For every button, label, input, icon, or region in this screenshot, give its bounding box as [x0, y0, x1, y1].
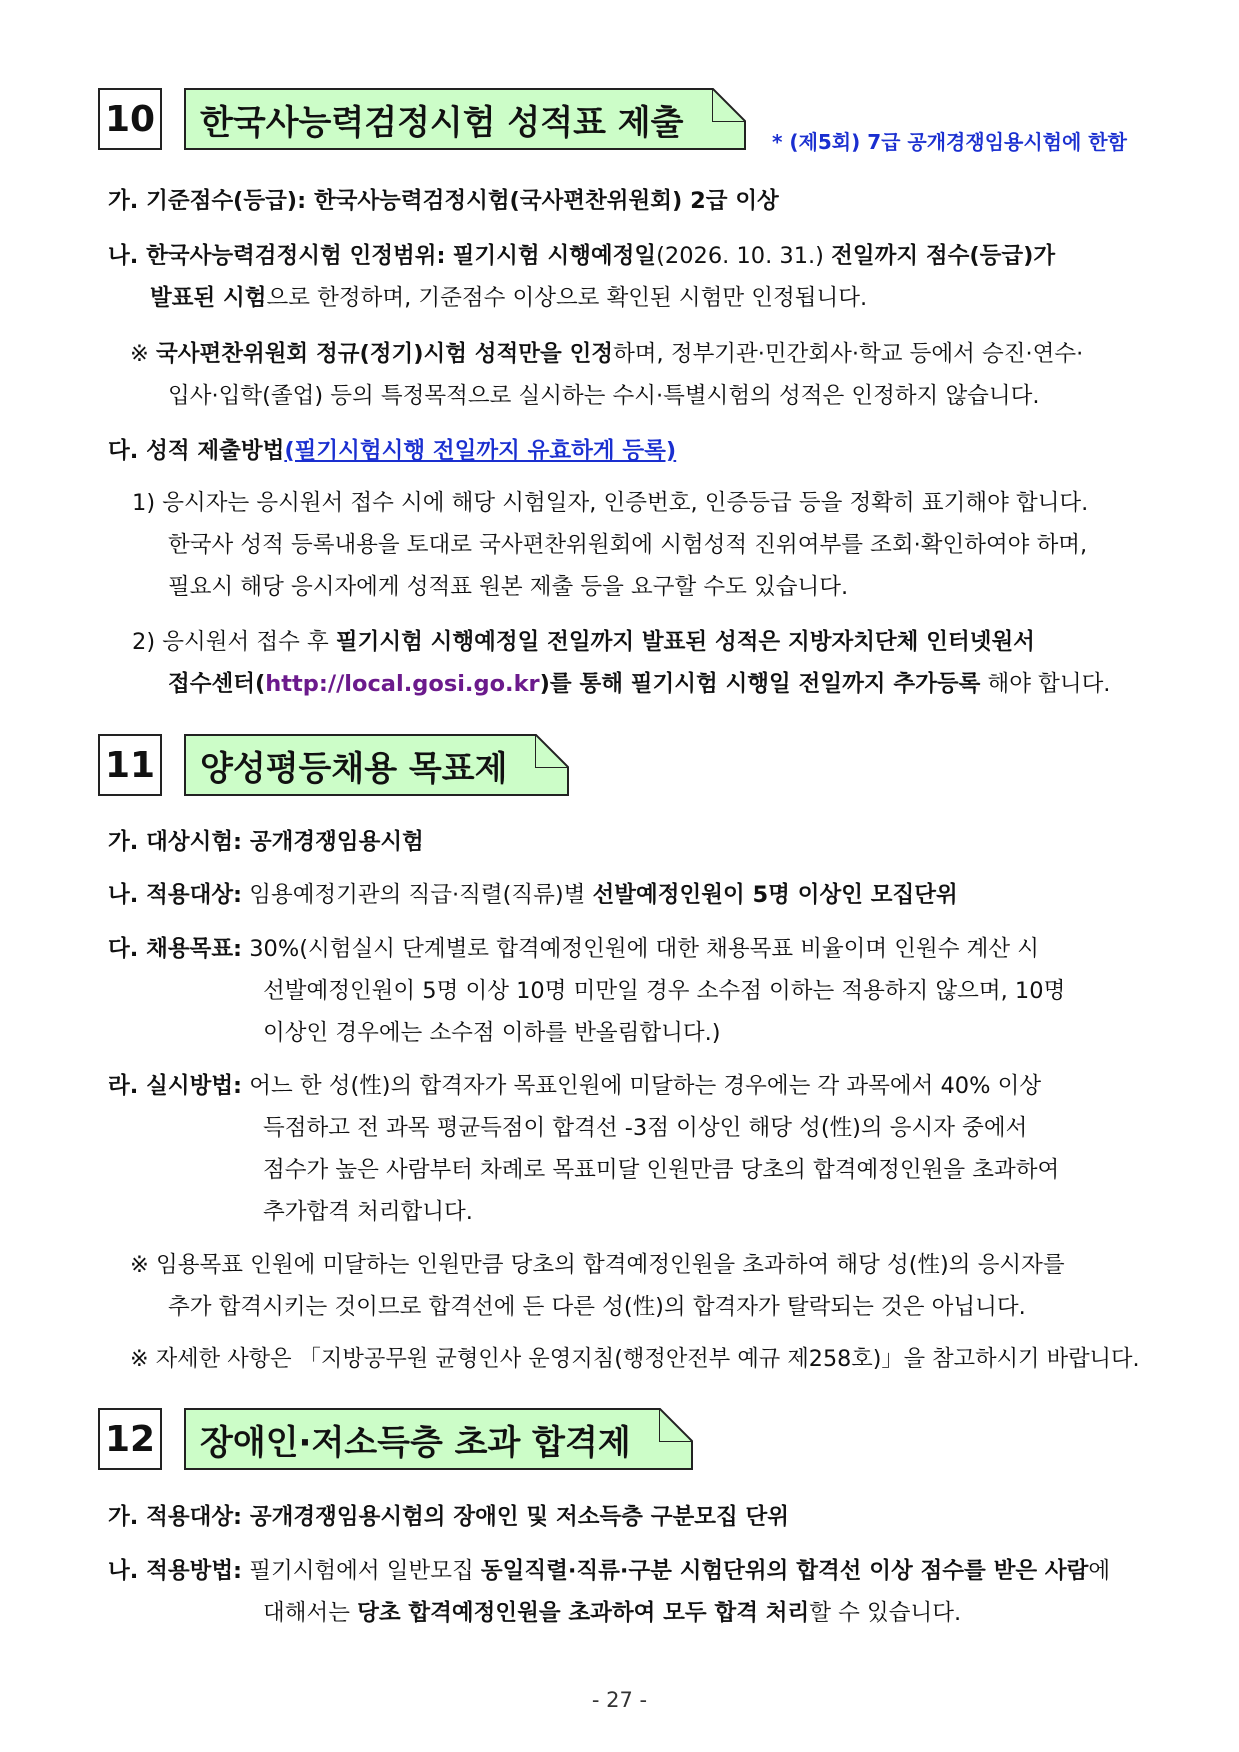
s12-na-line1: 나. 적용방법: 필기시험에서 일반모집 동일직렬·직류·구분 시험단위의 합격선 이상 점수를 받은 사람에	[108, 1558, 1111, 1584]
section-number: 12	[98, 1408, 162, 1470]
s10-note-line1: ※ 국사편찬위원회 정규(정기)시험 성적만을 인정하며, 정부기관·민간회사·학교 등에서 승진·연수·	[130, 341, 1084, 367]
s11-da-line3: 이상인 경우에는 소수점 이하를 반올림합니다.)	[263, 1020, 721, 1046]
s11-na: 나. 적용대상: 임용예정기관의 직급·직렬(직류)별 선발예정인원이 5명 이상인 모집단위	[108, 882, 958, 908]
section-title-text: 장애인·저소득층 초과 합격제	[200, 1422, 631, 1463]
s10-da: 다. 성적 제출방법(필기시험시행 전일까지 유효하게 등록)	[108, 438, 677, 464]
section-title	[184, 88, 746, 150]
folded-corner-icon	[712, 88, 746, 122]
s11-ra-line4: 추가합격 처리합니다.	[263, 1199, 473, 1225]
s12-na-line2: 대해서는 당초 합격예정인원을 초과하여 모두 합격 처리할 수 있습니다.	[263, 1600, 962, 1626]
s10-note-line2: 입사·입학(졸업) 등의 특정목적으로 실시하는 수시·특별시험의 성적은 인정하지 않습니다.	[168, 383, 1040, 409]
s11-da-line2: 선발예정인원이 5명 이상 10명 미만일 경우 소수점 이하는 적용하지 않으며, 10명	[263, 978, 1066, 1004]
s10-item1-line1: 1) 응시자는 응시원서 접수 시에 해당 시험일자, 인증번호, 인증등급 등을 정확히 표기해야 합니다.	[132, 490, 1089, 516]
folded-corner-icon	[535, 734, 569, 768]
s10-na-line2: 발표된 시험으로 한정하며, 기준점수 이상으로 확인된 시험만 인정됩니다.	[150, 285, 868, 311]
s10-item1-line2: 한국사 성적 등록내용을 토대로 국사편찬위원회에 시험성적 진위여부를 조회·확인하여야 하며,	[168, 532, 1088, 558]
exam-note: * (제5회) 7급 공개경쟁임용시험에 한함	[772, 130, 1127, 154]
s10-item1-line3: 필요시 해당 응시자에게 성적표 원본 제출 등을 요구할 수도 있습니다.	[168, 574, 849, 600]
s11-ra-line2: 득점하고 전 과목 평균득점이 합격선 -3점 이상인 해당 성(性)의 응시자 중에서	[263, 1115, 1028, 1141]
s11-ga: 가. 대상시험: 공개경쟁임용시험	[108, 829, 424, 855]
s10-item2-line2: 접수센터(http://local.gosi.go.kr)를 통해 필기시험 시행일 전일까지 추가등록 해야 합니다.	[168, 671, 1111, 697]
s11-note1-line1: ※ 임용목표 인원에 미달하는 인원만큼 당초의 합격예정인원을 초과하여 해당 성(性)의 응시자를	[130, 1252, 1065, 1278]
section-title-text: 한국사능력검정시험 성적표 제출	[200, 102, 684, 143]
folded-corner-icon	[659, 1408, 693, 1442]
s11-ra-line1: 라. 실시방법: 어느 한 성(性)의 합격자가 목표인원에 미달하는 경우에는 각 과목에서 40% 이상	[108, 1073, 1042, 1099]
s12-ga: 가. 적용대상: 공개경쟁임용시험의 장애인 및 저소득층 구분모집 단위	[108, 1504, 789, 1530]
s10-ga: 가. 기준점수(등급): 한국사능력검정시험(국사편찬위원회) 2급 이상	[108, 188, 779, 214]
s10-na-line1: 나. 한국사능력검정시험 인정범위: 필기시험 시행예정일(2026. 10. 31.) 전일까지 점수(등급)가	[108, 243, 1056, 269]
s10-item2-line1: 2) 응시원서 접수 후 필기시험 시행예정일 전일까지 발표된 성적은 지방자치단체 인터넷원서	[132, 629, 1035, 655]
s11-ra-line3: 점수가 높은 사람부터 차례로 목표미달 인원만큼 당초의 합격예정인원을 초과하여	[263, 1157, 1060, 1183]
section-number: 10	[98, 88, 162, 150]
page-number: - 27 -	[591, 1688, 648, 1712]
section-title	[184, 734, 569, 796]
s11-note1-line2: 추가 합격시키는 것이므로 합격선에 든 다른 성(性)의 합격자가 탈락되는 것은 아닙니다.	[168, 1294, 1026, 1320]
gosi-url-link[interactable]: http://local.gosi.go.kr	[265, 671, 540, 697]
s11-note2: ※ 자세한 사항은 「지방공무원 균형인사 운영지침(행정안전부 예규 제258호)」을 참고하시기 바랍니다.	[130, 1346, 1140, 1372]
section-title-text: 양성평등채용 목표제	[200, 748, 508, 789]
section-number: 11	[98, 734, 162, 796]
section-title	[184, 1408, 693, 1470]
registration-link[interactable]: (필기시험시행 전일까지 유효하게 등록)	[284, 438, 677, 464]
s11-da-line1: 다. 채용목표: 30%(시험실시 단계별로 합격예정인원에 대한 채용목표 비율이며 인원수 계산 시	[108, 936, 1040, 962]
